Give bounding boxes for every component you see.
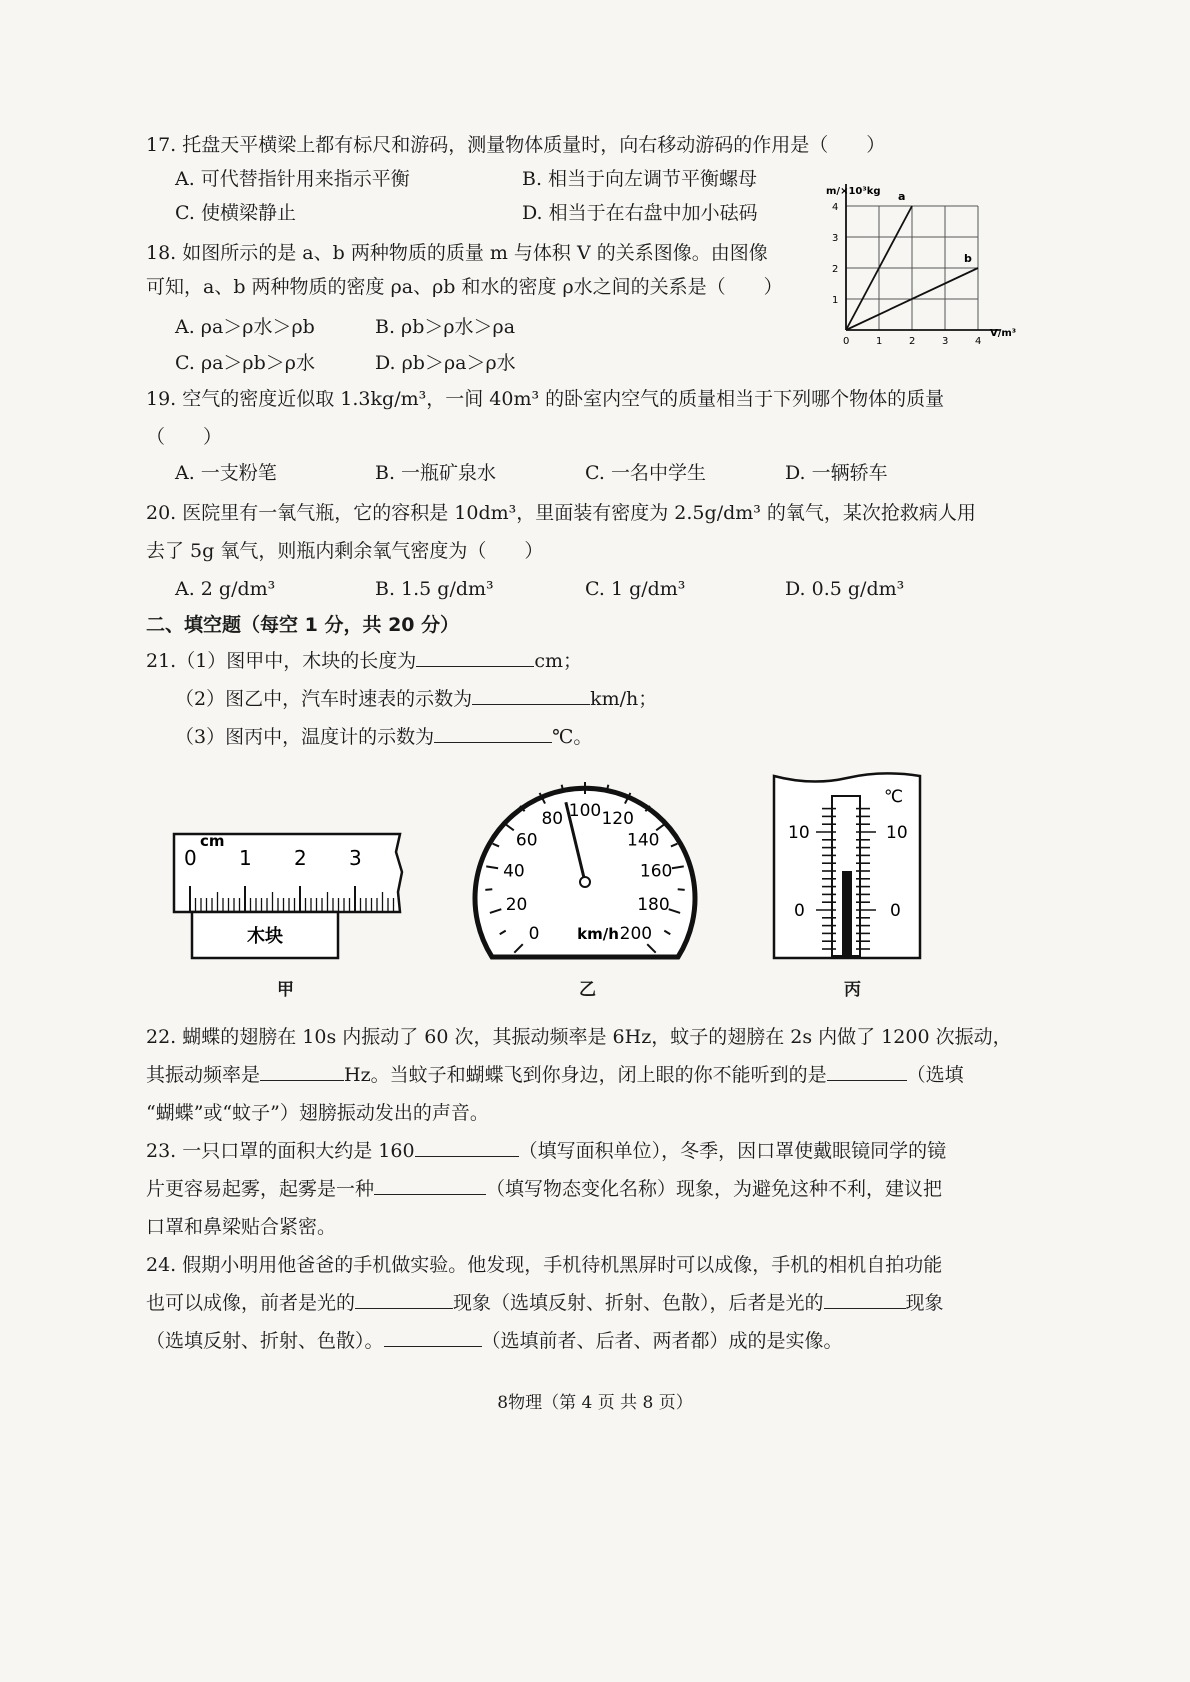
q18-option-d: D. ρb＞ρa＞ρ水 <box>375 352 516 374</box>
q21-part3-text: （3）图丙中，温度计的示数为 <box>175 726 435 748</box>
thermometer-label-10-right: 10 <box>886 823 908 843</box>
q23-blank-2[interactable] <box>374 1176 486 1195</box>
q17-option-d: D. 相当于在右盘中加小砝码 <box>522 202 758 224</box>
speedometer-label: 180 <box>637 895 670 916</box>
speedometer-label: 200 <box>619 923 653 944</box>
q22-line2-end: （选填 <box>906 1064 964 1086</box>
speedometer-label: 60 <box>515 830 538 851</box>
q24-blank-1[interactable] <box>355 1290 453 1309</box>
q23-blank-1[interactable] <box>415 1138 519 1157</box>
q21-blank-2[interactable] <box>472 686 590 705</box>
q18-option-c: C. ρa＞ρb＞ρ水 <box>175 352 315 374</box>
q23-line3: 口罩和鼻梁贴合紧密。 <box>146 1216 337 1238</box>
figure-caption-bing: 丙 <box>844 980 861 1000</box>
q20-option-c: C. 1 g/dm³ <box>585 578 686 600</box>
speedometer-unit: km/h <box>577 925 619 943</box>
thermometer-label-0-right: 0 <box>890 901 901 921</box>
section-heading-fill-in: 二、填空题（每空 1 分，共 20 分） <box>146 614 460 636</box>
q21-part2 <box>175 686 657 712</box>
thermometer-label-0-left: 0 <box>794 901 805 921</box>
wood-block-label: 木块 <box>247 926 283 947</box>
ruler-tick-label-0: 0 <box>184 846 197 870</box>
thermometer-label-10-left: 10 <box>788 823 810 843</box>
q18-option-a: A. ρa＞ρ水＞ρb <box>175 316 315 338</box>
q19-option-d: D. 一辆轿车 <box>785 462 888 484</box>
speedometer-label: 100 <box>568 801 602 821</box>
q21-part2-text: （2）图乙中，汽车时速表的示数为 <box>175 688 473 710</box>
speedometer-tick <box>485 889 492 890</box>
speedometer-figure <box>470 772 700 962</box>
q24-line2-text: 也可以成像，前者是光的 <box>146 1292 356 1314</box>
speedometer-tick <box>678 889 685 890</box>
q22-blank-1[interactable] <box>260 1062 344 1081</box>
q23-line2-text: 片更容易起雾，起雾是一种 <box>146 1178 375 1200</box>
q18-stem-line1: 18. 如图所示的是 a、b 两种物质的质量 m 与体积 V 的关系图像。由图像 <box>146 242 768 264</box>
q17-stem: 17. 托盘天平横梁上都有标尺和游码，测量物体质量时，向右移动游码的作用是（ ） <box>146 134 886 156</box>
q19-stem-line2: （ ） <box>146 426 223 448</box>
q23-line1 <box>146 1138 946 1164</box>
chart-grid <box>846 206 978 330</box>
series-label-a: a <box>898 190 906 203</box>
ruler-tick-label-2: 2 <box>294 846 307 870</box>
q22-line3: “蝴蝶”或“蚊子”）翅膀振动发出的声音。 <box>146 1102 489 1124</box>
q24-blank-3[interactable] <box>384 1328 482 1347</box>
speedometer-label: 160 <box>639 861 673 882</box>
q20-stem-line2: 去了 5g 氧气，则瓶内剩余氧气密度为（ ） <box>146 540 544 562</box>
q21-part2-unit: km/h； <box>590 688 658 710</box>
chart-labels <box>826 186 1016 347</box>
q21-blank-3[interactable] <box>434 724 552 743</box>
q19-option-c: C. 一名中学生 <box>585 462 706 484</box>
q19-option-b: B. 一瓶矿泉水 <box>375 462 497 484</box>
y-tick-label: 2 <box>832 264 839 275</box>
q22-blank-2[interactable] <box>827 1062 907 1081</box>
q17-option-a: A. 可代替指针用来指示平衡 <box>175 168 410 190</box>
series-label-b: b <box>964 252 972 265</box>
x-axis-label: V/m³ <box>990 328 1017 339</box>
q22-line2-text: 其振动频率是 <box>146 1064 261 1086</box>
q24-line3 <box>146 1328 843 1354</box>
q20-option-a: A. 2 g/dm³ <box>175 578 276 600</box>
speedometer-label: 20 <box>505 895 528 916</box>
y-tick-label: 1 <box>832 295 839 306</box>
q21-part1 <box>146 648 582 674</box>
page-footer: 8物理（第 4 页 共 8 页） <box>497 1393 693 1413</box>
speedometer-label: 120 <box>601 808 634 829</box>
q21-part1-unit: cm； <box>534 650 582 672</box>
q24-line2 <box>146 1290 944 1316</box>
q22-line1: 22. 蝴蝶的翅膀在 10s 内振动了 60 次，其振动频率是 6Hz，蚊子的翅膀在 2s 内做了 1200 次振动， <box>146 1026 1012 1048</box>
q24-line2-mid: 现象（选填反射、折射、色散），后者是光的 <box>453 1292 824 1314</box>
q21-part1-text: 21.（1）图甲中，木块的长度为 <box>146 650 417 672</box>
x-tick-label: 4 <box>975 336 982 347</box>
y-tick-label: 4 <box>832 202 839 213</box>
q21-part3-unit: ℃。 <box>552 726 593 748</box>
q23-line2 <box>146 1176 942 1202</box>
ruler-tick-label-3: 3 <box>349 846 362 870</box>
q24-line3-end: （选填前者、后者、两者都）成的是实像。 <box>481 1330 843 1352</box>
q21-blank-1[interactable] <box>416 648 534 667</box>
thermometer-unit: ℃ <box>884 787 904 807</box>
speedometer-pivot <box>580 877 590 887</box>
x-tick-label: 2 <box>909 336 916 347</box>
q19-stem-line1: 19. 空气的密度近似取 1.3kg/m³，一间 40m³ 的卧室内空气的质量相当于下列哪个物体的质量 <box>146 388 945 410</box>
figure-caption-jia: 甲 <box>277 980 294 1000</box>
speedometer-label: 0 <box>528 923 540 944</box>
q17-option-b: B. 相当于向左调节平衡螺母 <box>522 168 758 190</box>
thermometer-figure <box>772 772 922 962</box>
ruler-unit-label: cm <box>200 832 225 850</box>
q17-option-c: C. 使横梁静止 <box>175 202 296 224</box>
q22-line2 <box>146 1062 964 1088</box>
q22-line2-mid: Hz。当蚊子和蝴蝶飞到你身边，闭上眼的你不能听到的是 <box>344 1064 827 1086</box>
speedometer-label: 40 <box>503 861 525 882</box>
q23-line2-end: （填写物态变化名称）现象，为避免这种不利，建议把 <box>486 1178 943 1200</box>
y-axis-label: m/×10³kg <box>826 186 881 197</box>
q20-option-b: B. 1.5 g/dm³ <box>375 578 494 600</box>
thermometer-liquid <box>842 871 852 956</box>
x-tick-label: 0 <box>843 336 850 347</box>
q20-stem-line1: 20. 医院里有一氧气瓶，它的容积是 10dm³，里面装有密度为 2.5g/dm³ 的氧气，某次抢救病人用 <box>146 502 976 524</box>
q18-option-b: B. ρb＞ρ水＞ρa <box>375 316 516 338</box>
figure-caption-yi: 乙 <box>579 980 596 1000</box>
x-tick-label: 1 <box>876 336 883 347</box>
ruler-tick-label-1: 1 <box>239 846 252 870</box>
speedometer-label: 80 <box>541 808 564 829</box>
q18-stem-line2: 可知，a、b 两种物质的密度 ρa、ρb 和水的密度 ρ水之间的关系是（ ） <box>146 276 783 298</box>
q19-option-a: A. 一支粉笔 <box>175 462 277 484</box>
q24-line2-end: 现象 <box>905 1292 944 1314</box>
q24-line3-text: （选填反射、折射、色散）。 <box>146 1330 384 1352</box>
q24-line1: 24. 假期小明用他爸爸的手机做实验。他发现，手机待机黑屏时可以成像，手机的相机自拍功能 <box>146 1254 943 1276</box>
q23-line1-end: （填写面积单位），冬季，因口罩使戴眼镜同学的镜 <box>518 1140 947 1162</box>
q21-part3 <box>175 724 592 750</box>
q24-blank-2[interactable] <box>824 1290 906 1309</box>
speedometer-label: 140 <box>627 830 660 851</box>
ruler-figure <box>172 832 412 962</box>
y-tick-label: 3 <box>832 233 839 244</box>
q20-option-d: D. 0.5 g/dm³ <box>785 578 905 600</box>
mass-volume-chart <box>820 178 1020 360</box>
x-tick-label: 3 <box>942 336 949 347</box>
q23-line1-text: 23. 一只口罩的面积大约是 160 <box>146 1140 415 1162</box>
